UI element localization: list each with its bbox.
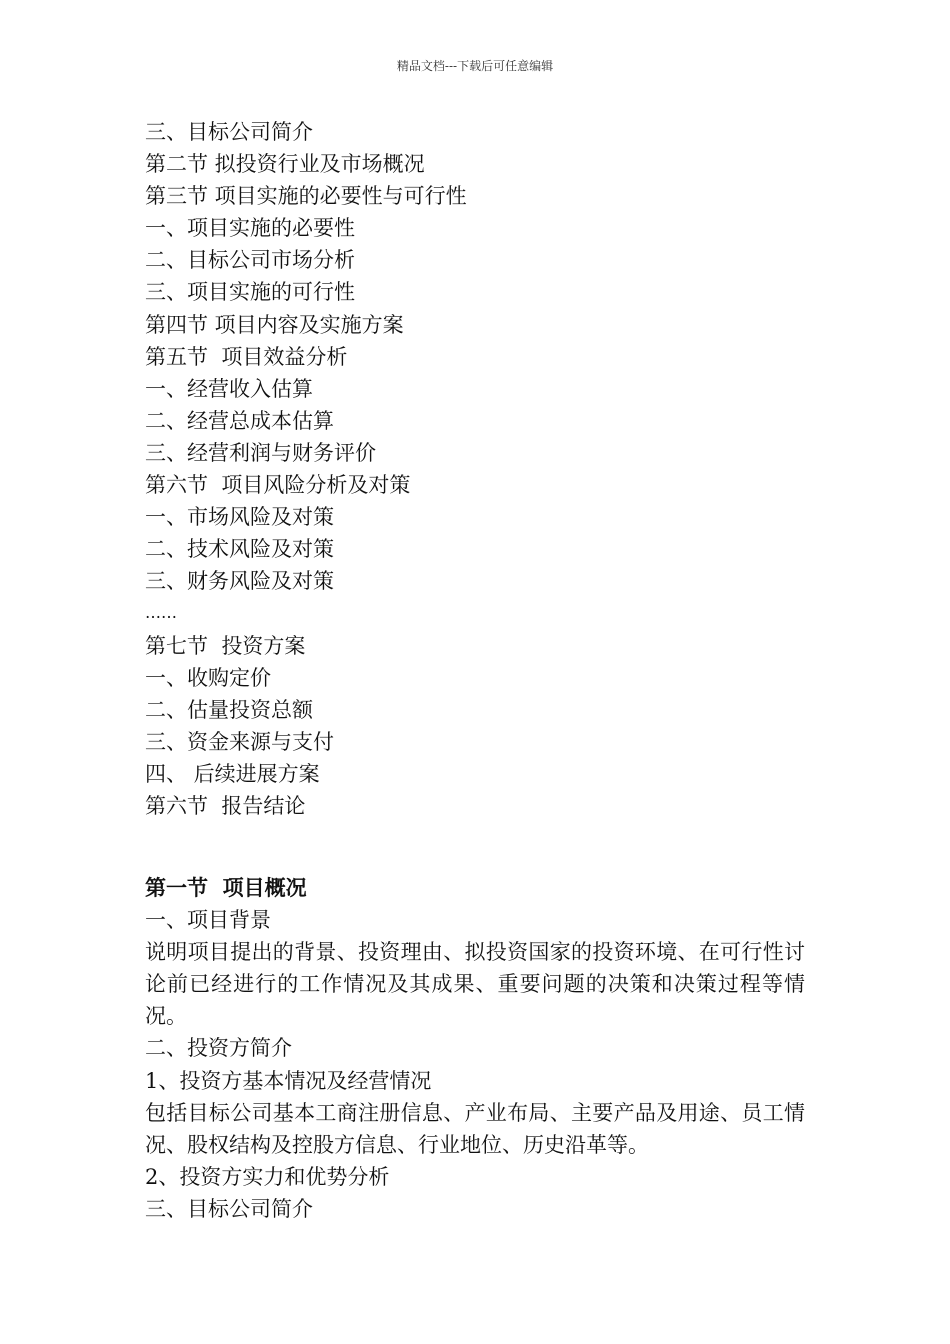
section-project-overview <box>145 872 805 1225</box>
toc-line: 二、经营总成本估算 <box>145 408 334 433</box>
toc-line: 三、财务风险及对策 <box>145 569 334 594</box>
toc-line: 三、资金来源与支付 <box>145 729 334 754</box>
toc-line: 第三节 项目实施的必要性与可行性 <box>145 184 467 209</box>
toc-line: 三、经营利润与财务评价 <box>145 440 376 465</box>
toc-line: 四、 后续进展方案 <box>145 761 320 786</box>
toc-line: 一、市场风险及对策 <box>145 505 334 530</box>
toc-line: 三、项目实施的可行性 <box>145 280 355 305</box>
toc-line: 一、项目实施的必要性 <box>145 216 355 241</box>
subheading-project-background: 一、项目背景 <box>145 908 271 933</box>
item-investor-strength: 2、投资方实力和优势分析 <box>145 1164 390 1189</box>
toc-line: 第六节 项目风险分析及对策 <box>145 473 411 498</box>
section-heading: 第一节 项目概况 <box>145 875 307 900</box>
toc-line: 第六节 报告结论 <box>145 793 306 818</box>
toc-ellipsis: …… <box>145 603 177 623</box>
toc-line: 第五节 项目效益分析 <box>145 344 348 369</box>
toc-line: 第四节 项目内容及实施方案 <box>145 312 404 337</box>
toc-line: 二、估量投资总额 <box>145 697 313 722</box>
toc-line: 三、目标公司简介 <box>145 120 313 144</box>
toc-line: 一、经营收入估算 <box>145 376 313 401</box>
item-investor-basic-info: 1、投资方基本情况及经营情况 <box>145 1068 432 1093</box>
toc-line: 一、收购定价 <box>145 665 271 690</box>
paragraph-background: 说明项目提出的背景、投资理由、拟投资国家的投资环境、在可行性讨论前已经进行的工作情况及其成果、重要问题的决策和决策过程等情况。 <box>145 940 805 1029</box>
toc-line: 二、技术风险及对策 <box>145 537 334 562</box>
subheading-target-company: 三、目标公司简介 <box>145 1196 313 1221</box>
page-header: 精品文档---下载后可任意编辑 <box>396 59 554 73</box>
toc-line: 二、目标公司市场分析 <box>145 248 355 273</box>
paragraph-investor-info: 包括目标公司基本工商注册信息、产业布局、主要产品及用途、员工情况、股权结构及控股方信息、行业地位、历史沿革等。 <box>145 1100 805 1157</box>
toc-line: 第七节 投资方案 <box>145 633 306 658</box>
table-of-contents <box>145 116 805 822</box>
toc-line: 第二节 拟投资行业及市场概况 <box>145 152 425 177</box>
subheading-investor-intro: 二、投资方简介 <box>145 1036 292 1061</box>
